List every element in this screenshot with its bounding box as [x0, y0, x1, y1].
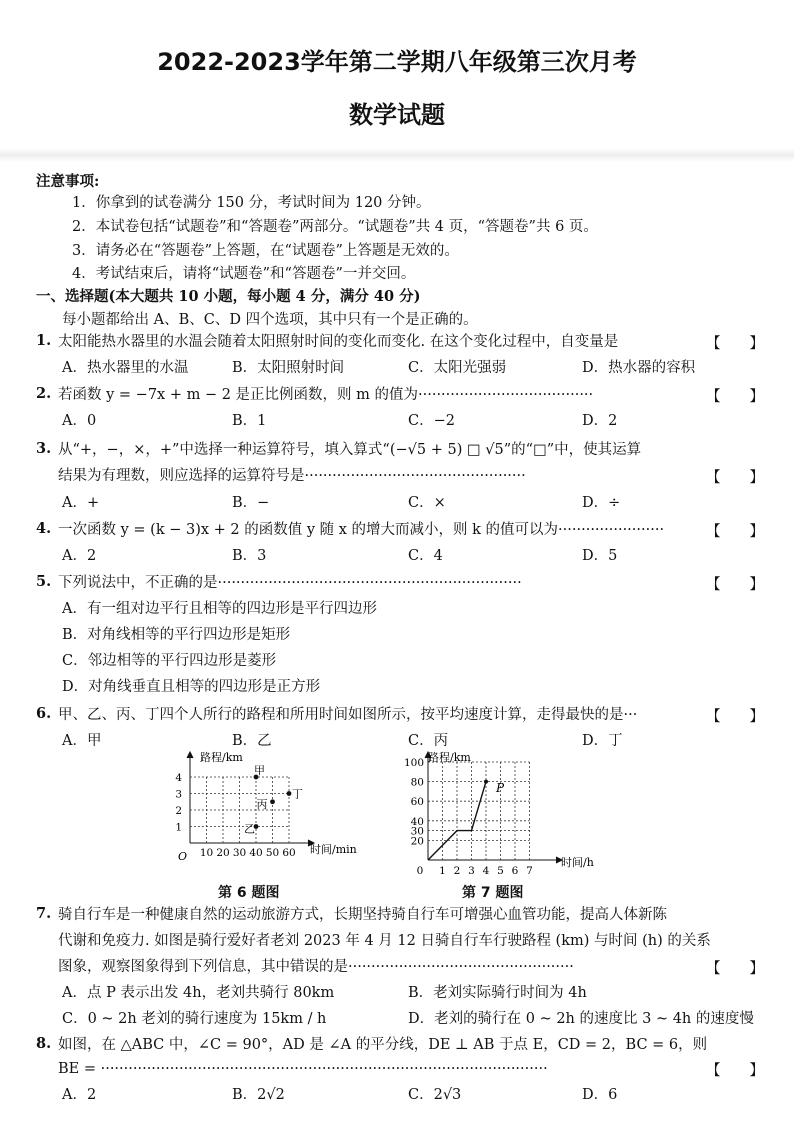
fig6-xtick-label: 30 [232, 847, 247, 859]
option-d: D．老刘的骑行在 0 ~ 2h 的速度比 3 ~ 4h 的速度慢 [408, 1011, 754, 1027]
question-number: 8. [36, 1035, 52, 1052]
option-a: A．2 [62, 1087, 97, 1103]
notice-heading: 注意事项: [36, 173, 100, 190]
option-a: A．有一组对边平行且相等的四边形是平行四边形 [62, 601, 377, 617]
answer-bracket: 【 】 [706, 470, 764, 486]
option-b: B．对角线相等的平行四边形是矩形 [62, 627, 291, 643]
option-a: A．+ [62, 495, 100, 511]
option-d: D．÷ [582, 495, 621, 511]
question-text: 代谢和免疫力. 如图是骑行爱好者老刘 2023 年 4 月 12 日骑自行车行驶路程 (km) 与时间 (h) 的关系 [58, 933, 711, 949]
fig7-point-label: P [496, 781, 505, 795]
option-b: B．乙 [232, 733, 272, 749]
option-d: D．2 [582, 413, 618, 429]
fig6-xtick-label: 50 [265, 847, 280, 859]
fig6-ylabel: 路程/km [200, 751, 243, 764]
fig6-ytick-label: 4 [175, 772, 182, 784]
answer-bracket: 【 】 [706, 336, 764, 352]
fig6-ytick-label: 3 [175, 788, 182, 801]
fig6-xtick-label: 40 [249, 847, 263, 859]
option-b: B．− [232, 495, 270, 511]
question-number: 4. [36, 520, 52, 537]
fig7-xlabel: 时间/h [561, 856, 594, 869]
answer-bracket: 【 】 [706, 709, 764, 725]
question-text: 若函数 y = −7x + m − 2 是正比例函数，则 m 的值为······································ [58, 387, 594, 403]
option-a: A．甲 [62, 733, 102, 749]
fig7-ytick-label: 60 [410, 796, 424, 809]
figure-7-caption: 第 7 题图 [462, 885, 524, 901]
option-c: C．0 ~ 2h 老刘的骑行速度为 15km / h [62, 1011, 327, 1027]
fig6-xlabel: 时间/min [310, 843, 357, 856]
section-heading: 一、选择题(本大题共 10 小题，每小题 4 分，满分 40 分) [36, 288, 421, 305]
option-b: B．2√2 [232, 1087, 285, 1103]
option-a: A．热水器里的水温 [62, 360, 189, 376]
option-d: D．热水器的容积 [582, 360, 696, 376]
option-c: C．4 [408, 548, 443, 564]
option-c: C．2√3 [408, 1087, 462, 1103]
fig7-ytick-label: 30 [410, 825, 424, 838]
fig7-xtick-label: 0 [416, 865, 424, 877]
fig6-point-label: 乙 [244, 822, 255, 836]
question-text: 一次函数 y = (k − 3)x + 2 的函数值 y 随 x 的增大而减小，则 k 的值可以为······················· [58, 522, 665, 538]
question-text: 图象，观察图象得到下列信息，其中错误的是················································· [58, 959, 574, 975]
answer-bracket: 【 】 [706, 961, 764, 977]
fig6-xtick-label: 60 [282, 847, 296, 859]
option-c: C．−2 [408, 413, 455, 429]
option-d: D．对角线垂直且相等的四边形是正方形 [62, 679, 321, 695]
question-text: 甲、乙、丙、丁四个人所行的路程和所用时间如图所示，按平均速度计算，走得最快的是··· [58, 707, 638, 723]
fig6-xtick-label: 10 [199, 847, 214, 859]
fig6-point [287, 791, 292, 796]
question-text: BE = ································································································· [58, 1061, 548, 1077]
exam-subtitle: 数学试题 [349, 101, 445, 129]
option-a: A．0 [62, 413, 97, 429]
fig6-origin: O [178, 850, 188, 863]
option-d: D．5 [582, 548, 618, 564]
question-text: 骑自行车是一种健康自然的运动旅游方式，长期坚持骑自行车可增强心血管功能，提高人体新陈 [58, 907, 667, 923]
fig7-ytick-label: 40 [410, 815, 424, 828]
option-c: C．× [408, 495, 446, 511]
fig6-ytick-label: 2 [175, 805, 182, 817]
fig6-point-label: 丙 [256, 797, 268, 811]
fig6-point-label: 甲 [254, 764, 265, 777]
notice-item: 1．你拿到的试卷满分 150 分，考试时间为 120 分钟。 [72, 195, 431, 211]
fig7-xtick-label: 4 [482, 865, 490, 877]
question-number: 3. [36, 440, 52, 457]
question-number: 5. [36, 573, 52, 590]
fig6-xtick-label: 20 [216, 847, 230, 859]
fig7-xtick-label: 7 [526, 865, 533, 877]
answer-bracket: 【 】 [706, 1063, 764, 1079]
option-a: A．点 P 表示出发 4h，老刘共骑行 80km [62, 985, 335, 1001]
notice-item: 3．请务必在“答题卷”上答题，在“试题卷”上答题是无效的。 [72, 243, 459, 259]
fig6-y-arrow [187, 752, 193, 758]
option-b: B．3 [232, 548, 267, 564]
notice-item: 2．本试卷包括“试题卷”和“答题卷”两部分。“试题卷”共 4 页，“答题卷”共 6 页。 [72, 219, 598, 235]
fig7-xtick-label: 3 [468, 865, 475, 877]
figure-6-graph [160, 748, 385, 866]
fig7-ytick-label: 80 [410, 776, 424, 789]
option-a: A．2 [62, 548, 97, 564]
fig7-xtick-label: 2 [453, 865, 461, 877]
fig7-ytick-label: 100 [403, 757, 424, 769]
question-text: 太阳能热水器里的水温会随着太阳照射时间的变化而变化. 在这个变化过程中，自变量是 [58, 334, 619, 350]
question-text: 结果为有理数，则应选择的运算符号是················································ [58, 468, 526, 484]
figure-6-caption: 第 6 题图 [218, 885, 280, 901]
section-instruction: 每小题都给出 A、B、C、D 四个选项，其中只有一个是正确的。 [62, 312, 478, 328]
fig7-ytick-label: 20 [410, 835, 424, 848]
fig6-point [270, 799, 275, 804]
fig7-xtick-label: 5 [497, 865, 504, 877]
question-number: 1. [36, 332, 52, 349]
figure-7-graph [396, 748, 611, 880]
option-c: C．太阳光强弱 [408, 360, 507, 376]
fig7-xtick-label: 1 [439, 865, 446, 877]
header-divider [0, 148, 794, 162]
question-number: 2. [36, 385, 52, 402]
notice-item: 4．考试结束后，请将“试题卷”和“答题卷”一并交回。 [72, 266, 416, 282]
question-text: 从“+，−，×，+”中选择一种运算符号，填入算式“(−√5 + 5) □ √5”的“□”中，使其运算 [58, 442, 642, 458]
option-b: B．1 [232, 413, 267, 429]
fig6-point-label: 丁 [292, 787, 303, 801]
option-d: D．丁 [582, 733, 623, 749]
option-c: C．丙 [408, 733, 449, 749]
exam-title: 2022-2023学年第二学期八年级第三次月考 [157, 48, 637, 76]
option-d: D．6 [582, 1087, 618, 1103]
option-b: B．老刘实际骑行时间为 4h [408, 985, 587, 1001]
fig6-ytick-label: 1 [175, 821, 182, 834]
question-text: 下列说法中，不正确的是·································································· [58, 575, 522, 591]
answer-bracket: 【 】 [706, 577, 764, 593]
fig7-ylabel: 路程/km [428, 751, 471, 764]
fig7-xtick-label: 6 [511, 865, 519, 877]
question-text: 如图，在 △ABC 中，∠C = 90°，AD 是 ∠A 的平分线，DE ⊥ AB 于点 E，CD = 2，BC = 6，则 [58, 1037, 708, 1053]
option-b: B．太阳照射时间 [232, 360, 345, 376]
answer-bracket: 【 】 [706, 524, 764, 540]
question-number: 7. [36, 905, 52, 922]
option-c: C．邻边相等的平行四边形是菱形 [62, 653, 277, 669]
fig7-point-p [484, 780, 488, 784]
answer-bracket: 【 】 [706, 389, 764, 405]
question-number: 6. [36, 705, 52, 722]
